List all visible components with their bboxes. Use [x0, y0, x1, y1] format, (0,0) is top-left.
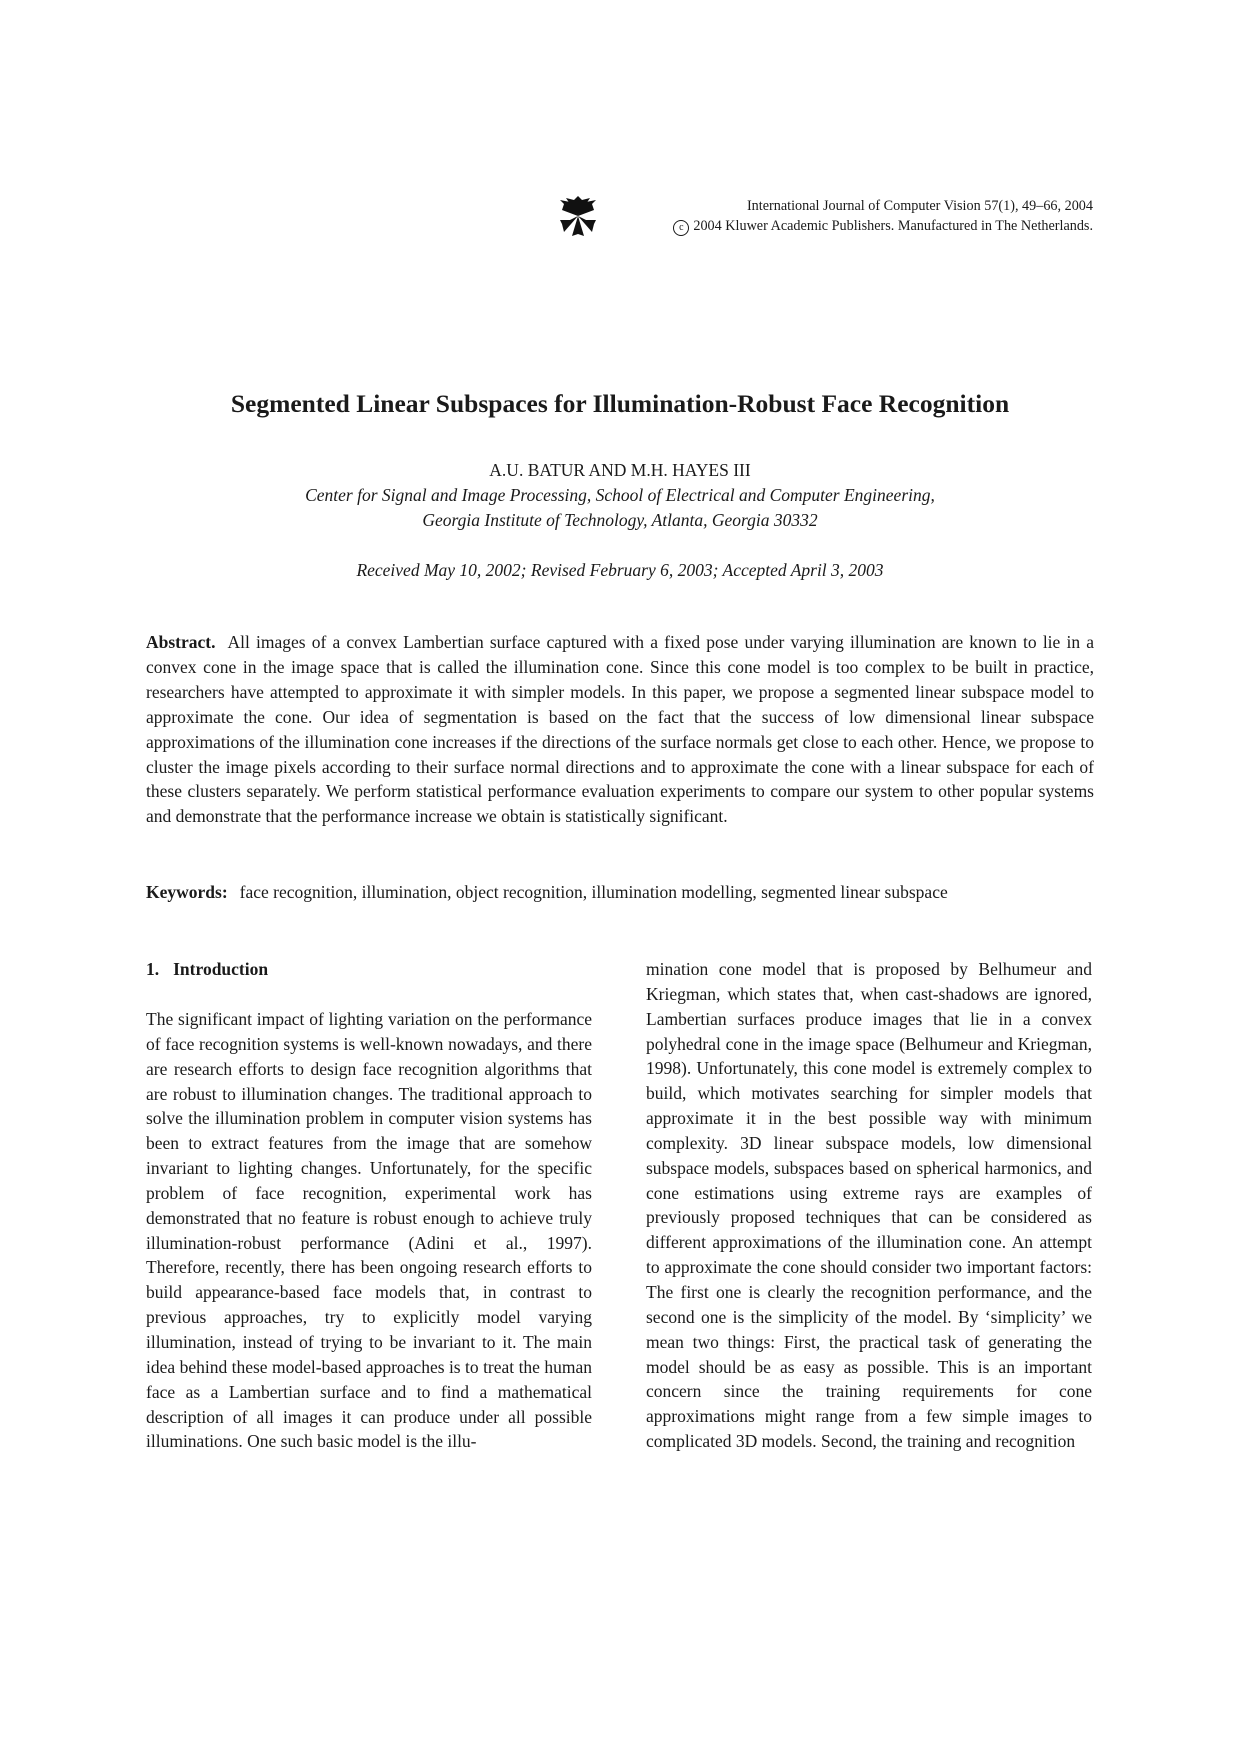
journal-line: International Journal of Computer Vision 57(1), 49–66, 2004: [746, 198, 1093, 214]
journal-citation: [673, 196, 1093, 236]
affiliation: [0, 483, 1240, 533]
abstract-text: All images of a convex Lambertian surface captured with a fixed pose under varying illumination are known to lie in a convex cone in the image space that is called the illumination cone. Since this cone model is too complex to be built in practice, researchers have attempted to approximate it with simpler models. In this paper, we propose a segmented linear subspace model to approximate the cone. Our idea of segmentation is based on the fact that the success of low dimensional linear subspace approximations of the illumination cone increases if the directions of the surface normals get close to each other. Hence, we propose to cluster the image pixels according to their surface normal directions and to approximate the cone with a linear subspace for each of these clusters separately. We perform statistical performance evaluation experiments to compare our system to other popular systems and demonstrate that the performance increase we obtain is statistically significant.: [146, 632, 1094, 827]
copyright-text: 2004 Kluwer Academic Publishers. Manufactured in The Netherlands.: [693, 218, 1093, 234]
journal-header: [560, 194, 1093, 240]
left-column: [146, 957, 592, 1454]
copyright-symbol: c: [673, 220, 689, 236]
keywords-text: face recognition, illumination, object recognition, illumination modelling, segmented linear subspace: [239, 882, 948, 902]
section-title: Introduction: [173, 959, 269, 979]
introduction-paragraph-right: mination cone model that is proposed by Belhumeur and Kriegman, which states that, when cast-shadows are ignored, Lambertian surfaces produce images that lie in a convex polyhedral cone in the image space (Belhumeur and Kriegman, 1998). Unfortunately, this cone model is extremely complex to build, which motivates searching for simpler models that approximate it in the best possible way with minimum complexity. 3D linear subspace models, low dimensional subspace models, subspaces based on spherical harmonics, and cone estimations using extreme rays are examples of previously proposed techniques that can be considered as different approximations of the illumination cone. An attempt to approximate the cone should consider two important factors: The first one is clearly the recognition performance, and the second one is the simplicity of the model. By ‘simplicity’ we mean two things: First, the practical task of generating the model should be as easy as possible. This is an important concern since the training requirements for cone approximations might range from a few simple images to complicated 3D models. Second, the training and recognition: [646, 959, 1092, 1452]
affiliation-line-2: Georgia Institute of Technology, Atlanta, Georgia 30332: [422, 510, 818, 530]
introduction-paragraph-left: The significant impact of lighting variation on the performance of face recognition systems is well-known nowadays, and there are research efforts to design face recognition algorithms that are robust to illumination changes. The traditional approach to solve the illumination problem in computer vision systems has been to extract features from the image that are somehow invariant to lighting changes. Unfortunately, for the specific problem of face recognition, experimental work has demonstrated that no feature is robust enough to achieve truly illumination-robust performance (Adini et al., 1997). Therefore, recently, there has been ongoing research efforts to build appearance-based face models that, in contrast to previous approaches, try to explicitly model varying illumination, instead of trying to be invariant to it. The main idea behind these model-based approaches is to treat the human face as a Lambertian surface and to find a mathematical description of all images it can produce under all possible illuminations. One such basic model is the illu-: [146, 1009, 592, 1452]
copyright-line: [673, 216, 1093, 236]
abstract-label: Abstract.: [146, 632, 216, 652]
paper-title: Segmented Linear Subspaces for Illumination-Robust Face Recognition: [230, 389, 1010, 418]
abstract: [146, 630, 1094, 829]
section-heading-introduction: [146, 957, 592, 982]
kluwer-publisher-logo-icon: [560, 194, 596, 238]
section-number: 1.: [146, 959, 160, 979]
authors: A.U. BATUR AND M.H. HAYES III: [489, 460, 751, 480]
keywords-label: Keywords:: [146, 882, 228, 902]
right-column: [646, 957, 1092, 1454]
keywords: [146, 880, 1094, 905]
affiliation-line-1: Center for Signal and Image Processing, School of Electrical and Computer Engineering,: [305, 485, 935, 505]
received-dates: Received May 10, 2002; Revised February 6, 2003; Accepted April 3, 2003: [356, 560, 884, 580]
